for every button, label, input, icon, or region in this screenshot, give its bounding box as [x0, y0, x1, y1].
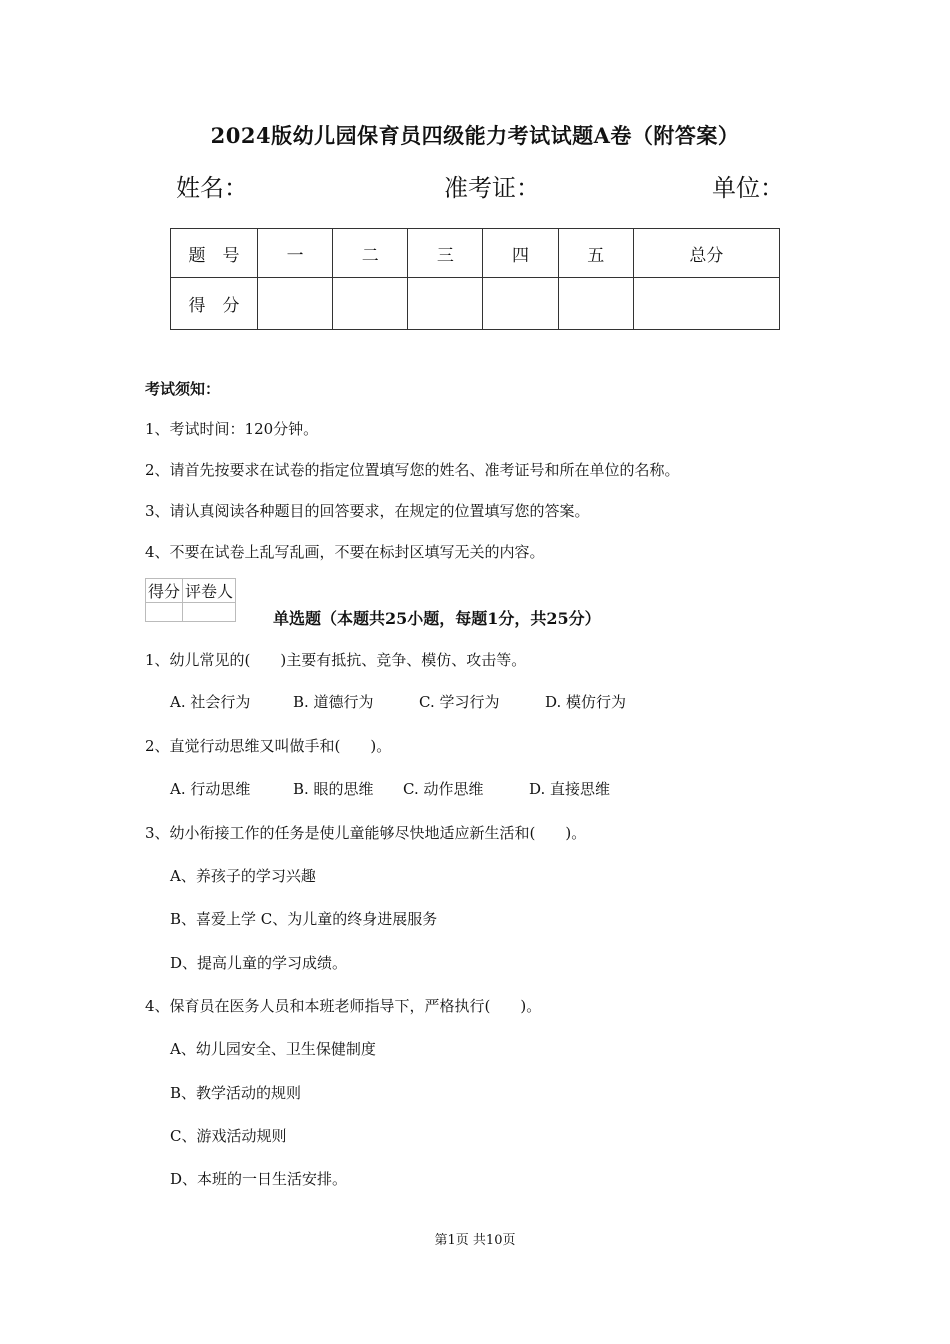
- notice-item: 3、请认真阅读各种题目的回答要求，在规定的位置填写您的答案。: [145, 502, 590, 520]
- unit-label: 单位：: [712, 174, 784, 202]
- grader-name-label: 评卷人: [183, 579, 236, 603]
- option[interactable]: A、养孩子的学习兴趣: [170, 867, 316, 885]
- grader-score-label: 得分: [146, 579, 183, 603]
- score-table-cell: 题 号: [171, 229, 258, 278]
- option[interactable]: B、喜爱上学 C、为儿童的终身进展服务: [170, 910, 438, 928]
- score-table-cell: 一: [258, 229, 333, 278]
- option[interactable]: B. 眼的思维: [293, 780, 374, 798]
- option[interactable]: B. 道德行为: [293, 693, 374, 711]
- option[interactable]: C. 学习行为: [419, 693, 500, 711]
- notice-item: 2、请首先按要求在试卷的指定位置填写您的姓名、准考证号和所在单位的名称。: [145, 461, 680, 479]
- score-input-cell[interactable]: [333, 278, 408, 330]
- notice-item: 1、考试时间：120分钟。: [145, 420, 319, 438]
- score-table-cell: 得 分: [171, 278, 258, 330]
- score-input-cell[interactable]: [258, 278, 333, 330]
- grader-score-cell[interactable]: [146, 603, 183, 622]
- question-stem: 1、幼儿常见的( )主要有抵抗、竞争、模仿、攻击等。: [145, 651, 527, 669]
- candidate-fields: [176, 168, 786, 204]
- score-input-cell[interactable]: [633, 278, 779, 330]
- option[interactable]: C、游戏活动规则: [170, 1127, 287, 1145]
- name-label: 姓名：: [176, 174, 248, 202]
- option[interactable]: D. 直接思维: [529, 780, 611, 798]
- score-table-header-row: [171, 229, 780, 278]
- score-table-cell: 二: [333, 229, 408, 278]
- grader-box: [145, 578, 236, 622]
- score-table: [170, 228, 780, 330]
- score-input-cell[interactable]: [408, 278, 483, 330]
- option[interactable]: B、教学活动的规则: [170, 1084, 302, 1102]
- page-footer: 第1页 共10页: [434, 1233, 516, 1248]
- option[interactable]: A. 行动思维: [170, 780, 251, 798]
- score-table-score-row: [171, 278, 780, 330]
- question-stem: 4、保育员在医务人员和本班老师指导下，严格执行( )。: [145, 997, 542, 1015]
- option[interactable]: A、幼儿园安全、卫生保健制度: [170, 1040, 376, 1058]
- score-table-cell: 总分: [633, 229, 779, 278]
- score-input-cell[interactable]: [483, 278, 558, 330]
- grader-name-cell[interactable]: [183, 603, 236, 622]
- option[interactable]: D. 模仿行为: [545, 693, 627, 711]
- exam-title: 2024版幼儿园保育员四级能力考试试题A卷（附答案）: [210, 123, 740, 148]
- score-input-cell[interactable]: [558, 278, 633, 330]
- score-table-cell: 三: [408, 229, 483, 278]
- section-title: 单选题（本题共25小题，每题1分，共25分）: [273, 609, 601, 628]
- notice-item: 4、不要在试卷上乱写乱画，不要在标封区填写无关的内容。: [145, 543, 545, 561]
- option[interactable]: C. 动作思维: [403, 780, 484, 798]
- exam-id-label: 准考证：: [444, 174, 540, 202]
- score-table-cell: 四: [483, 229, 558, 278]
- option[interactable]: D、本班的一日生活安排。: [170, 1170, 348, 1188]
- option[interactable]: A. 社会行为: [170, 693, 251, 711]
- score-table-cell: 五: [558, 229, 633, 278]
- option[interactable]: D、提高儿童的学习成绩。: [170, 954, 348, 972]
- notice-title: 考试须知：: [145, 380, 221, 398]
- question-stem: 2、直觉行动思维又叫做手和( )。: [145, 737, 392, 755]
- question-stem: 3、幼小衔接工作的任务是使儿童能够尽快地适应新生活和( )。: [145, 824, 587, 842]
